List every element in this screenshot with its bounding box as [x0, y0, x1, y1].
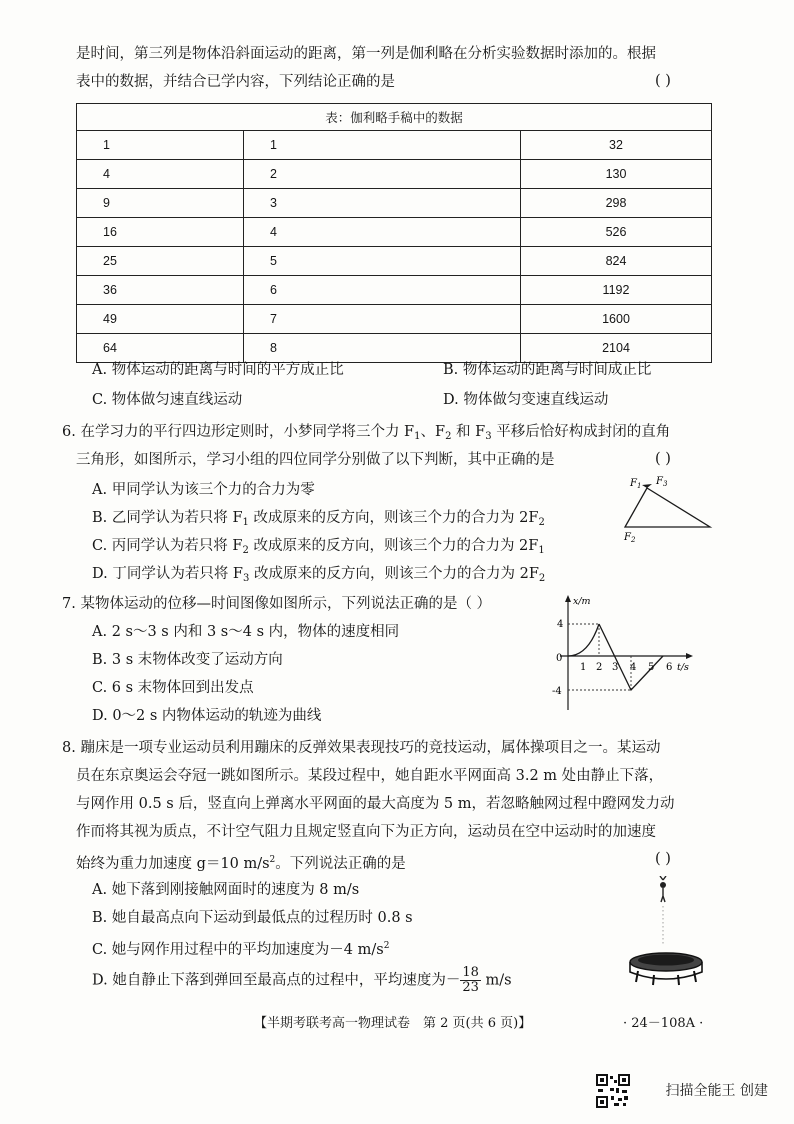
label-F3: $F_3$ [656, 476, 668, 488]
x-tick-4: 4 [630, 662, 637, 673]
q8-stem-line-4: 作而将其视为质点，不计空气阻力且规定竖直向下为正方向，运动员在空中运动时的加速度 [76, 824, 656, 840]
q7-option-a: A. 2 s～3 s 内和 3 s～4 s 内，物体的速度相同 [92, 624, 400, 640]
q6-stem-line-1: 6. 在学习力的平行四边形定则时，小梦同学将三个力 $F_1$、$F_2$ 和 $F_3$ 平移后恰好构成封闭的直角 [62, 424, 671, 442]
x-tick-3: 3 [612, 662, 619, 673]
q5-option-c: C. 物体做匀速直线运动 [92, 392, 243, 408]
intro-line-1: 是时间，第三列是物体沿斜面运动的距离，第一列是伽利略在分析实验数据时添加的。根据 [76, 46, 656, 62]
fraction-18-23: $\frac{18}{23}$ [462, 965, 479, 995]
q8-option-a: A. 她下落到刚接触网面时的速度为 8 m/s [92, 882, 360, 898]
q8-option-c: C. 她与网作用过程中的平均加速度为－4 $m/s^2$ [92, 941, 390, 958]
q6-stem-line-2: 三角形，如图所示，学习小组的四位同学分别做了以下判断，其中正确的是 [76, 452, 555, 468]
y-axis-label: x/m [573, 596, 591, 607]
q6-option-b: B. 乙同学认为若只将 $F_1$ 改成原来的反方向，则该三个力的合力为 $2F_2$ [92, 510, 545, 528]
y-axis-arrow-icon [565, 595, 571, 602]
force-triangle [625, 488, 710, 527]
x-tick-6: 6 [666, 662, 673, 673]
page-footer-title: 【半期考联考高一物理试卷 第 2 页(共 6 页)】 [254, 1016, 532, 1031]
x-tick-2: 2 [596, 662, 603, 673]
curve-0-2s [568, 624, 599, 656]
table-row: 16 4 526 [77, 218, 712, 247]
table-row: 64 8 2104 [77, 334, 712, 363]
scanner-watermark: 扫描全能王 创建 [665, 1083, 768, 1099]
table-caption: 表：伽利略手稿中的数据 [77, 104, 712, 131]
q6-option-c: C. 丙同学认为若只将 $F_2$ 改成原来的反方向，则该三个力的合力为 $2F_1$ [92, 538, 545, 556]
table-row: 1 1 32 [77, 131, 712, 160]
label-F2: $F_2$ [624, 532, 636, 544]
q8-stem-line-2: 员在东京奥运会夺冠一跳如图所示。某段过程中，她自距水平网面高 3.2 m 处由静止下落， [76, 768, 664, 784]
qr-code-icon [596, 1074, 630, 1108]
q5-answer-paren: ( ) [655, 73, 671, 89]
galileo-data-table [76, 103, 712, 363]
q8-stem-line-3: 与网作用 0.5 s 后，竖直向上弹离水平网面的最大高度为 5 m，若忽略触网过程中蹬网发力动 [76, 796, 675, 812]
y-tick-4: 4 [557, 619, 564, 630]
table-row: 9 3 298 [77, 189, 712, 218]
q8-answer-paren: ( ) [655, 851, 671, 867]
page-footer-code: · 24－108A · [623, 1016, 704, 1031]
q8-option-b: B. 她自最高点向下运动到最低点的过程历时 0.8 s [92, 910, 413, 926]
table-row: 25 5 824 [77, 247, 712, 276]
athlete-icon [660, 882, 666, 888]
q6-answer-paren: ( ) [655, 451, 671, 467]
table-row: 4 2 130 [77, 160, 712, 189]
table-row: 36 6 1192 [77, 276, 712, 305]
y-tick-minus-4: -4 [552, 686, 562, 697]
q7-option-b: B. 3 s 末物体改变了运动方向 [92, 652, 283, 668]
q7-option-c: C. 6 s 末物体回到出发点 [92, 680, 254, 696]
x-tick-5: 5 [648, 662, 655, 673]
position-time-graph [548, 592, 698, 714]
x-tick-1: 1 [580, 662, 587, 673]
table-row: 49 7 1600 [77, 305, 712, 334]
x-axis-label: t/s [677, 662, 689, 673]
trampoline-figure [620, 876, 716, 994]
force-triangle-figure [612, 474, 722, 546]
q8-stem-line-1: 8. 蹦床是一项专业运动员利用蹦床的反弹效果表现技巧的竞技运动，属体操项目之一。某运动 [62, 740, 661, 756]
q5-option-a: A. 物体运动的距离与时间的平方成正比 [92, 362, 344, 378]
x-axis-arrow-icon [686, 653, 693, 659]
label-F1: $F_1$ [630, 478, 642, 490]
q5-option-d: D. 物体做匀变速直线运动 [443, 392, 609, 408]
arrow-head-icon [642, 484, 652, 488]
intro-line-2: 表中的数据，并结合已学内容，下列结论正确的是 [76, 74, 395, 90]
q6-option-d: D. 丁同学认为若只将 $F_3$ 改成原来的反方向，则该三个力的合力为 $2F_2$ [92, 566, 546, 584]
q8-stem-line-5: 始终为重力加速度 g＝10 $m/s^2$。下列说法正确的是 [76, 855, 406, 872]
q6-option-a: A. 甲同学认为该三个力的合力为零 [92, 482, 315, 498]
q7-stem: 7. 某物体运动的位移—时间图像如图所示，下列说法正确的是（ ） [62, 596, 492, 612]
q7-option-d: D. 0～2 s 内物体运动的轨迹为曲线 [92, 708, 322, 724]
origin-label: 0 [556, 653, 563, 664]
q8-option-d: D. 她自静止下落到弹回至最高点的过程中，平均速度为－ $\frac{18}{23}$ m/s [92, 965, 512, 995]
q5-option-b: B. 物体运动的距离与时间成正比 [443, 362, 652, 378]
